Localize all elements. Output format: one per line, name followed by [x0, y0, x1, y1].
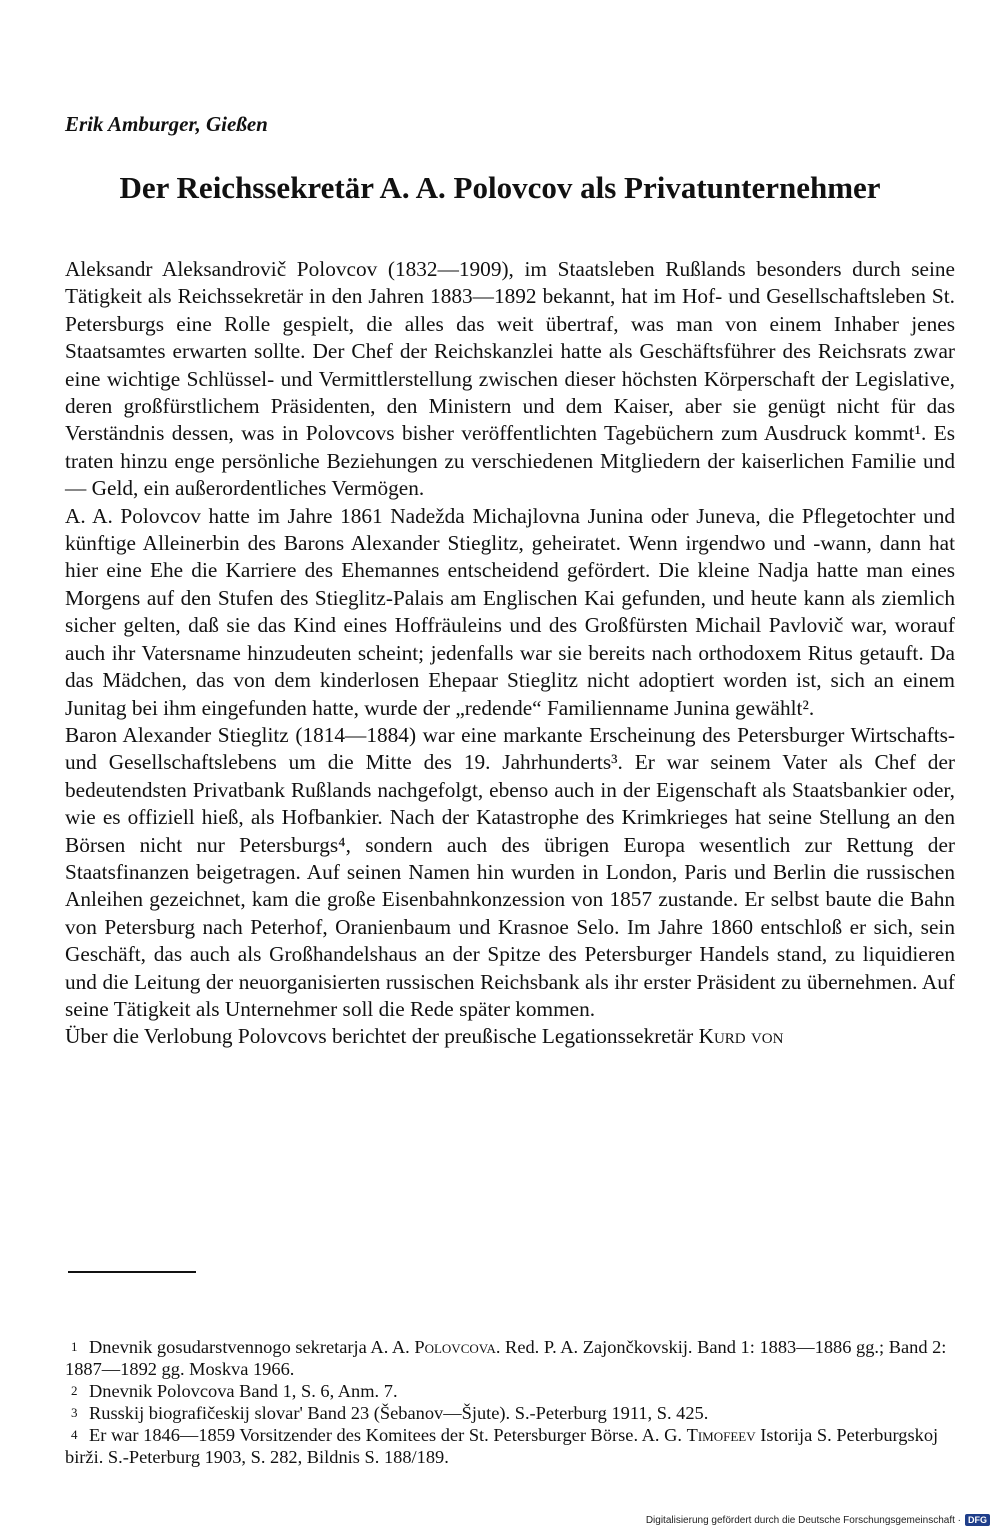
- digitization-credit: [646, 1514, 990, 1526]
- footnote-small-caps: Polovcova: [414, 1337, 496, 1357]
- paragraph: Aleksandr Aleksandrovič Polovcov (1832—1909), im Staatsleben Rußlands besonders durch seine Tätigkeit als Reichssekretär in den Jahren 1883—1892 bekannt, hat im Hof- und Gesellschaftsleben St. Petersburgs eine Rolle gespielt, die alles das weit übertraf, was man von einem Inhaber jenes Staatsamtes erwarten sollte. Der Chef der Reichskanzlei hatte als Geschäftsführer des Reichsrats zwar eine wichtige Schlüssel- und Vermittlerstellung zwischen dieser höchsten Körperschaft der Legislative, deren großfürstlichem Präsidenten, den Ministern und dem Kaiser, aber sie genügt nicht für das Verständnis dessen, was in Polovcovs bisher veröffentlichten Tagebüchern zum Ausdruck kommt¹. Es traten hinzu enge persönliche Beziehungen zu verschiedenen Mitgliedern der kaiserlichen Familie und — Geld, ein außerordentliches Vermögen.: [65, 257, 955, 501]
- credit-text: Digitalisierung gefördert durch die Deutsche Forschungsgemeinschaft ·: [645, 1514, 961, 1526]
- footnote-number: 1: [71, 1339, 78, 1354]
- footnote-text-cont: Istorija S. Peterburgskoj birži. S.-Peterburg 1903, S. 282, Bildnis S. 188/189.: [65, 1425, 939, 1467]
- paragraph: Baron Alexander Stieglitz (1814—1884) war eine markante Erscheinung des Petersburger Wirtschafts- und Gesellschaftslebens um die Mitte des 19. Jahrhunderts³. Er war seinem Vater als Chef der bedeutendsten Privatbank Rußlands nachgefolgt, ebenso auch in der Eigenschaft als Staatsbankier oder, wie es offiziell hieß, als Hofbankier. Nach der Katastrophe des Krimkrieges hat seine Stellung an den Börsen nicht nur Petersburgs⁴, sondern auch des übrigen Europa wesentlich zur Rettung der Staatsfinanzen beigetragen. Auf seinen Namen hin wurden in London, Paris und Berlin die russischen Anleihen gezeichnet, kam die große Eisenbahnkonzession von 1857 zustande. Er selbst baute die Bahn von Petersburg nach Peterhof, Oranienbaum und Krasnoe Selo. Im Jahre 1860 entschloß er sich, sein Geschäft, das auch als Großhandelshaus an der Spitze des Petersburger Handels stand, zu liquidieren und die Leitung der neuorganisierten russischen Reichsbank als ihr erster Präsident zu übernehmen. Auf seine Tätigkeit als Unternehmer soll die Rede später kommen.: [65, 722, 955, 1021]
- paragraph: [65, 1023, 955, 1050]
- footnote-separator: [68, 1271, 196, 1273]
- small-caps-name: Kurd von: [698, 1024, 784, 1049]
- paragraph-text: Über die Verlobung Polovcovs berichtet der preußische Legationssekretär: [65, 1024, 694, 1049]
- footnote-text-cont: . Red. P. A. Zajončkovskij. Band 1: 1883—1886 gg.; Band 2: 1887—1892 gg. Moskva 1966.: [65, 1337, 947, 1379]
- footnote-number: 4: [71, 1427, 78, 1442]
- footnote: [65, 1336, 958, 1380]
- footnote-text: Er war 1846—1859 Vorsitzender des Komitees der St. Petersburger Börse. A. G.: [89, 1425, 682, 1445]
- footnote-text: Russkij biografičeskij slovar' Band 23 (Šebanov—Šjute). S.-Peterburg 1911, S. 425.: [89, 1403, 709, 1423]
- paragraph: A. A. Polovcov hatte im Jahre 1861 Nadežda Michajlovna Junina oder Juneva, die Pflegetochter und künftige Alleinerbin des Barons Alexander Stieglitz, geheiratet. Wenn irgendwo und -wann, dann hat hier eine Ehe die Karriere des Ehemannes entscheidend gefördert. Die kleine Nadja hatte man eines Morgens auf den Stufen des Stieglitz-Palais am Englischen Kai gefunden, und heute kann als ziemlich sicher gelten, daß sie das Kind eines Hoffräuleins und des Großfürsten Michail Pavlovič war, worauf auch ihr Vatersname hinzudeuten scheint; jedenfalls war sie bereits nach orthodoxem Ritus getauft. Da das Mädchen, das von dem kinderlosen Ehepaar Stieglitz nicht adoptiert worden ist, sich an einem Junitag bei ihm eingefunden hatte, wurde der „redende“ Familienname Junina gewählt².: [65, 503, 955, 720]
- body-text: [65, 256, 955, 1051]
- footnotes: [65, 1336, 958, 1468]
- author-line: Erik Amburger, Gießen: [65, 112, 268, 136]
- footnote-text: Dnevnik Polovcova Band 1, S. 6, Anm. 7.: [89, 1381, 398, 1401]
- footnote-number: 2: [71, 1383, 78, 1398]
- footnote: [65, 1424, 958, 1468]
- footnote-small-caps: Timofeev: [686, 1425, 756, 1445]
- article-title: Der Reichssekretär A. A. Polovcov als Privatunternehmer: [119, 170, 881, 205]
- footnote-text: Dnevnik gosudarstvennogo sekretarja A. A.: [89, 1337, 410, 1357]
- footnote-number: 3: [71, 1405, 78, 1420]
- dfg-logo-icon: DFG: [965, 1514, 990, 1526]
- footnote: [65, 1402, 958, 1424]
- footnote: [65, 1380, 958, 1402]
